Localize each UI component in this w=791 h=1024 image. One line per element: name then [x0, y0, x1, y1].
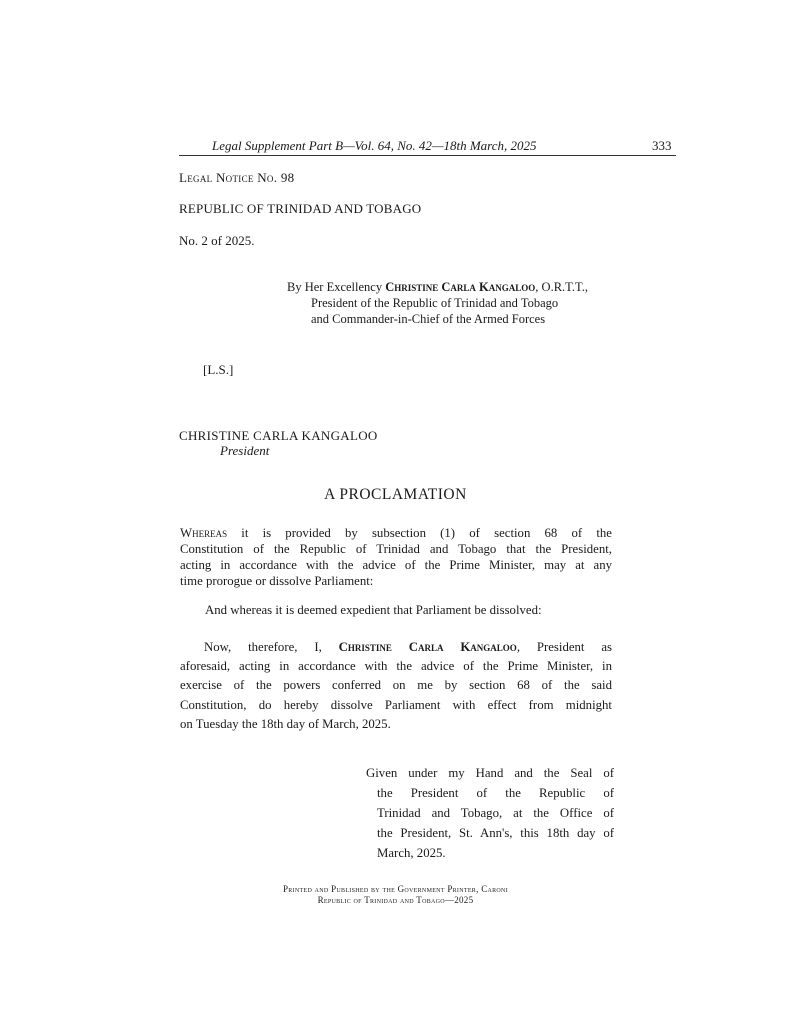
expedient-paragraph: And whereas it is deemed expedient that Parliament be dissolved:: [205, 603, 542, 617]
given-under-hand-block: [366, 763, 614, 863]
given-line-1: Given under my Hand and the Seal of: [366, 766, 614, 780]
now-line-5: on Tuesday the 18th day of March, 2025.: [180, 716, 391, 731]
whereas-lead: Whereas: [180, 526, 228, 540]
printer-footer: [0, 884, 791, 906]
signature-title: President: [220, 443, 270, 458]
legal-notice-label: Legal Notice No.: [179, 170, 278, 185]
now-line-4: Constitution, do hereby dissolve Parliament with effect from midnight: [180, 697, 612, 712]
excellency-prefix: By Her Excellency: [287, 280, 386, 294]
excellency-line-1: [287, 279, 588, 295]
now-therefore-paragraph: [180, 638, 612, 734]
running-head: Legal Supplement Part B—Vol. 64, No. 42—18th March, 2025: [212, 138, 537, 153]
excellency-suffix: , O.R.T.T.,: [535, 280, 588, 294]
now-line-2: aforesaid, acting in accordance with the advice of the Prime Minister, in: [180, 659, 612, 674]
now-name: Christine Carla Kangaloo: [338, 640, 517, 654]
page-number: 333: [652, 138, 672, 153]
legal-notice-heading: [179, 170, 294, 186]
now-line-1: [180, 638, 612, 657]
footer-line-1: Printed and Published by the Government Printer, Caroni: [282, 884, 508, 894]
whereas-line-1: [180, 525, 612, 541]
excellency-block: [287, 279, 588, 327]
now-line-1-rest: , President as: [516, 640, 612, 654]
excellency-line-3: and Commander-in-Chief of the Armed Forces: [311, 312, 546, 326]
whereas-line-4: time prorogue or dissolve Parliament:: [180, 574, 374, 588]
whereas-paragraph: [180, 525, 612, 589]
given-line-2: the President of the Republic of: [377, 786, 614, 800]
proclamation-number: No. 2 of 2025.: [179, 233, 255, 248]
whereas-line-1-text: it is provided by subsection (1) of section 68 of the: [227, 526, 612, 540]
excellency-line-2: President of the Republic of Trinidad and Tobago: [311, 296, 559, 310]
proclamation-title: A PROCLAMATION: [324, 486, 467, 503]
excellency-name: Christine Carla Kangaloo: [385, 280, 536, 294]
given-line-5: March, 2025.: [377, 846, 446, 860]
signature-name: CHRISTINE CARLA KANGALOO: [179, 428, 378, 443]
now-prefix: Now, therefore, I,: [204, 640, 339, 654]
footer-line-2: Republic of Trinidad and Tobago—2025: [317, 895, 474, 905]
header-rule: [179, 155, 676, 156]
republic-heading: REPUBLIC OF TRINIDAD AND TOBAGO: [179, 201, 422, 216]
legal-notice-number: 98: [280, 170, 295, 185]
given-line-4: the President, St. Ann's, this 18th day of: [377, 826, 614, 840]
now-line-3: exercise of the powers conferred on me by section 68 of the said: [180, 678, 612, 693]
whereas-line-2: Constitution of the Republic of Trinidad and Tobago that the President,: [180, 542, 612, 556]
seal-mark: [L.S.]: [203, 362, 234, 377]
whereas-line-3: acting in accordance with the advice of the Prime Minister, may at any: [180, 558, 612, 572]
given-line-3: Trinidad and Tobago, at the Office of: [377, 806, 614, 820]
